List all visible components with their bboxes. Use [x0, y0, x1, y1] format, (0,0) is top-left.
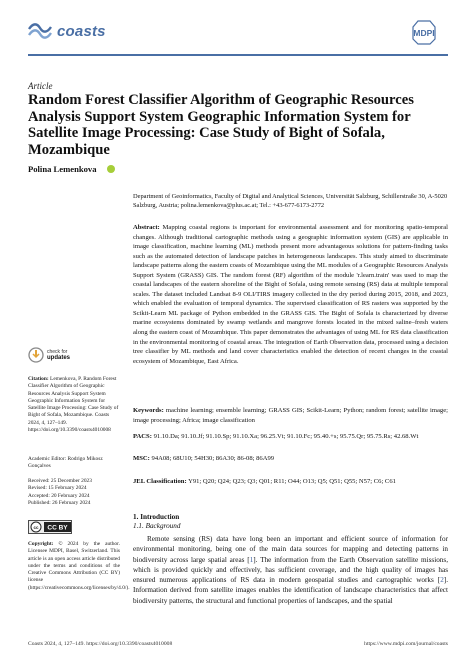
abstract	[133, 223, 448, 366]
reference-link[interactable]: 1	[249, 555, 254, 564]
jel-label: JEL Classification:	[133, 478, 187, 485]
jel-codes	[133, 477, 448, 487]
publisher-name: MDPI	[413, 28, 435, 38]
article-type: Article	[28, 81, 53, 91]
copyright-label: Copyright:	[28, 541, 54, 547]
author-name[interactable]: Polina Lemenkova	[28, 164, 97, 174]
published-date: Published: 26 February 2024	[28, 499, 91, 506]
msc-codes	[133, 454, 448, 464]
revised-date: Revised: 15 February 2024	[28, 485, 87, 492]
mdpi-logo[interactable]	[404, 19, 448, 45]
check-for-updates-badge[interactable]	[28, 344, 74, 366]
section-title: 1. Introduction	[133, 513, 180, 521]
intro-paragraph	[133, 534, 448, 606]
cc-label: CC BY	[47, 524, 68, 532]
keywords-text: machine learning; ensemble learning; GRASS GIS; Scikit-Learn; Python; random forest; satellite image; image processing; Africa; image classification	[133, 407, 448, 424]
pacs-text: 91.10.Da; 91.10.Jf; 91.10.Sp; 91.10.Xa; 96.25.Vt; 91.10.Fc; 95.40.+s; 95.75.Qr; 95.75.Rs; 42.68.Wt	[153, 433, 419, 440]
publication-dates	[28, 478, 120, 507]
received-date: Received: 25 December 2023	[28, 478, 92, 484]
intro-text-3: ]. Information derived from satellite images enables the identification of landscape characteristics that affect biodiversity patterns, the structural and functional properties of landscapes, and the spatial	[133, 576, 448, 605]
reference-link[interactable]: 2	[440, 576, 444, 585]
keywords	[133, 406, 448, 425]
journal-name: coasts	[57, 22, 106, 40]
updates-icon	[28, 347, 44, 363]
cc-by-license-icon[interactable]	[28, 520, 72, 534]
orcid-icon[interactable]	[107, 165, 115, 173]
paper-title: Random Forest Classifier Algorithm of Geographic Resources Analysis Support System Geographic Information System for Satellite Image Processing: Case Study of Bight of Sofala, Mozambique	[28, 92, 414, 158]
citation-label: Citation:	[28, 376, 49, 382]
intro-text-1: Remote sensing (RS) data have long been an important and efficient source of information for environmental monitoring, being one of the main data sources for mapping and detecting patterns in biodiversity across large spatial areas [	[133, 535, 448, 564]
footer-citation[interactable]: Coasts 2024, 4, 127–149. https://doi.org/10.3390/coasts4010008	[28, 641, 173, 647]
pacs-codes	[133, 432, 448, 442]
affiliation: Department of Geoinformatics, Faculty of Digital and Analytical Sciences, Universität Salzburg, Schillerstraße 30, A-5020 Salzburg, Austria; polina.lemenkova@plus.ac.at; Tel.: +43-677-6173-2772	[133, 193, 448, 209]
subsection-title: 1.1. Background	[133, 522, 181, 530]
abstract-text: Mapping coastal regions is important for environmental assessment and for monitoring spatio-temporal changes. Although traditional cartographic methods using a geographic information system (GIS) are applicable in image classification, machine learning (ML) methods present more advantageous solutions for pattern-finding tasks such as the automated detection of landscape patches in heterogeneous landscapes. This study aimed to discriminate landscape patterns along the eastern coasts of Mozambique using the ML modules of a Geographic Resources Analysis Support System (GRASS) GIS. The random forest (RF) algorithm of the module 'r.learn.train' was used to map the coastal landscapes of the eastern shoreline of the Bight of Sofala, using remote sensing (RS) data at multiple temporal scales. The dataset included Landsat 8-9 OLI/TIRS imagery collected in the dry period during 2015, 2018, and 2023, which enabled the evaluation of temporal dynamics. The supervised classification of RS rasters was supported by the Scikit-Learn ML package of Python embedded in the GRASS GIS. The Bight of Sofala is characterized by diverse marine ecosystems dominated by swamp wetlands and mangrove forests located in the mixed saline–fresh waters along the eastern coast of Mozambique. This paper demonstrates the advantages of using ML for RS data classification in the environmental monitoring of coastal areas. The integration of Earth Observation data, processed using a decision tree classifier by ML methods and land cover characteristics enabled the detection of recent changes in the coastal ecosystem of Mozambique, East Africa.	[133, 224, 448, 365]
msc-text: 94A08; 68U10; 54H30; 86A30; 86-08; 86A99	[151, 455, 275, 462]
footer-journal-url[interactable]: https://www.mdpi.com/journal/coasts	[364, 641, 448, 647]
updates-check-text: check for	[47, 349, 68, 355]
abstract-label: Abstract:	[133, 224, 160, 231]
svg-text:cc: cc	[33, 525, 39, 530]
msc-label: MSC:	[133, 455, 150, 462]
updates-label	[47, 349, 70, 361]
header-divider	[28, 54, 448, 56]
academic-editor: Academic Editor: Rodrigo Mikosz Gonçalves	[28, 456, 103, 470]
jel-text: Y91; Q20; Q24; Q23; Q3; Q01; R11; O44; O13; Q5; Q51; Q55; N57; C6; C61	[188, 478, 396, 485]
citation-text[interactable]: Lemenkova, P. Random Forest Classifier Algorithm of Geographic Resources Analysis Support System Geographic Information System for Satellite Image Processing: Case Study of Bight of Sofala, Mozambique. Coasts 2024, 4, 127–149. https://doi.org/10.3390/coasts4010008	[28, 376, 119, 434]
intro-text-2: ]. The information from the Earth Observation satellite missions, which is provided quickly and effectively, has sufficient coverage, and the high quality of images has ensured numerous applications of RS data in modern geospatial studies and cartographic works [	[133, 555, 448, 585]
updates-text: updates	[47, 355, 71, 361]
waves-icon	[28, 21, 52, 41]
license-text[interactable]: © 2024 by the author. Licensee MDPI, Basel, Switzerland. This article is an open access article distributed under the terms and conditions of the Creative Commons Attribution (CC BY) license (https://creativecommons.org/licenses/by/4.0/).	[28, 541, 130, 591]
license-notice	[28, 541, 130, 592]
keywords-label: Keywords:	[133, 407, 164, 414]
accepted-date: Accepted: 20 February 2024	[28, 492, 90, 499]
citation	[28, 376, 120, 434]
journal-logo[interactable]	[28, 18, 124, 44]
pacs-label: PACS:	[133, 433, 152, 440]
